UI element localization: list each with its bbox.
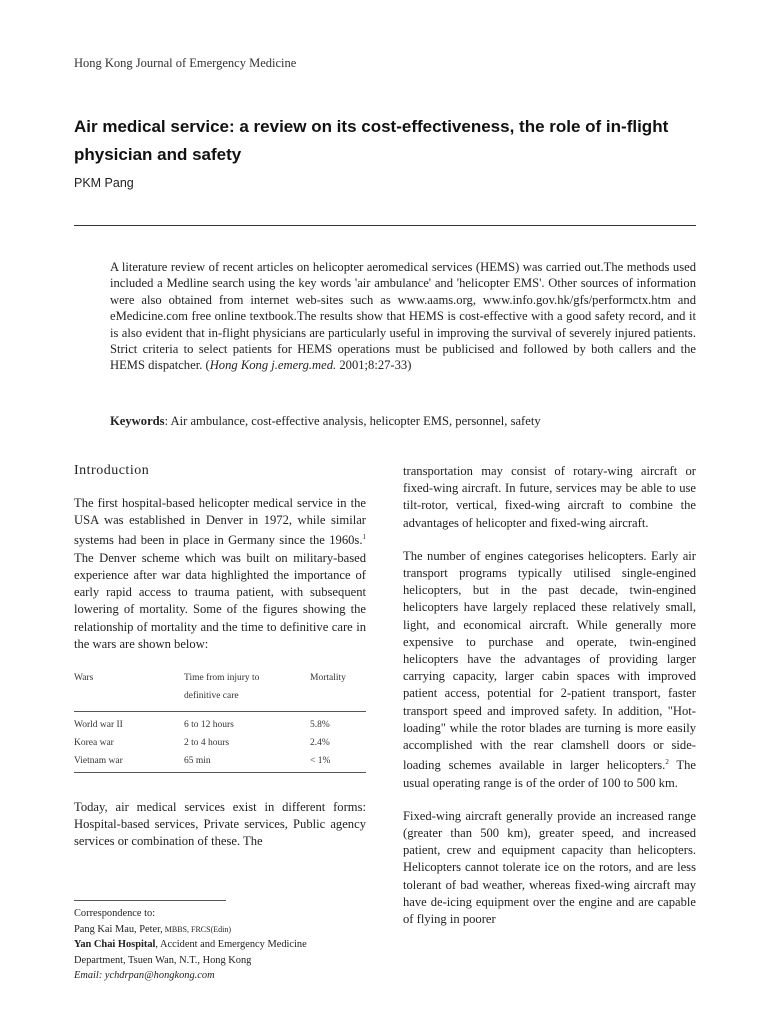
abstract-text: A literature review of recent articles on helicopter aeromedical services (HEMS) was carried out.The methods used included a Medline search using the key words 'air ambulance' and 'helicopter EMS'. Other sources of information were also obtained from internet web-sites such as www.aams.org, www.info.gov.hk/gfs/performctx.htm and eMedicine.com free online textbook.The results show that HEMS is cost-effective with a good safety record, and it is also evident that in-flight physicians are particularly useful in improving the survival of severely injured patients. Strict criteria to select patients for HEMS operations must be publicised and followed by both callers and the HEMS dispatcher. [110, 260, 696, 373]
correspondence-hospital-line [74, 937, 374, 953]
citation-details: 2001;8:27-33) [336, 358, 412, 373]
table-cell: World war II [74, 720, 123, 731]
correspondence-email-text: Email: ychdrpan@hongkong.com [74, 970, 215, 982]
table-row [74, 752, 366, 773]
correspondence-block [74, 906, 374, 984]
table-cell: 2 to 4 hours [184, 738, 230, 749]
journal-name: Hong Kong Journal of Emergency Medicine [74, 56, 297, 70]
body-p2-text-a: The number of engines categorises helicopters. Early air transport programs typically utilised single-engined helicopters, but in the past decade, twin-engined helicopters have largely replaced these relatively small, light, and economical aircraft. While generally more expensive to purchase and operate, twin-engined helicopters have the advantages of providing larger carrying capacity, larger cabin spaces with improved patient access, potential for 2-patient transport, faster transport speed and improved safety. In addition, "Hot-loading" while the rotor blades are turning is more easily accomplished with the rear clamshell doors or side-loading schemes available in larger helicopters. [403, 548, 696, 773]
table-cell: 2.4% [310, 738, 330, 749]
abstract: A literature review of recent articles on helicopter aeromedical services (HEMS) was carried out.The methods used included a Medline search using the key words 'air ambulance' and 'helicopter EMS'. Other sources of information were also obtained from internet web-sites such as www.aams.org, www.info.gov.hk/gfs/performctx.htm and eMedicine.com free online textbook.The results show that HEMS is cost-effective with a good safety record, and it is also evident that in-flight physicians are particularly useful in improving the survival of severely injured patients. Strict criteria to select patients for HEMS operations must be publicised and followed by both callers and the HEMS dispatcher. (Hong Kong j.emerg.med. 2001;8:27-33) [110, 260, 696, 373]
body-paragraph-2 [403, 548, 696, 792]
table-cell: < 1% [310, 752, 366, 773]
intro-p1-text-a: The first hospital-based helicopter medical service in the USA was established in Denver in 1972, while similar systems had been in place in Germany since the 1960s. [74, 496, 366, 548]
correspondence-name: Pang Kai Mau, Peter, [74, 923, 163, 935]
body-p2-text-b: The usual operating range is of the order of 100 to 500 km. [403, 758, 696, 790]
right-column [403, 463, 696, 944]
table-cell: Vietnam war [74, 752, 184, 773]
correspondence-hospital: Yan Chai Hospital [74, 939, 156, 951]
correspondence-label: Correspondence to: [74, 908, 156, 919]
intro-paragraph-2: Today, air medical services exist in different forms: Hospital-based services, Private services, Public agency services or combination of these. The [74, 800, 366, 849]
table-header-cell [184, 669, 310, 712]
table-row [74, 734, 366, 752]
citation-journal: Hong Kong j.emerg.med. [209, 358, 337, 373]
footnote-ref-2: 2 [665, 758, 669, 767]
author-name: PKM Pang [74, 176, 134, 190]
header-divider [74, 225, 696, 226]
correspondence-name-line [74, 922, 374, 938]
keywords [110, 413, 696, 429]
table-header-cell: Mortality [310, 669, 366, 712]
body-paragraph-1: transportation may consist of rotary-wing aircraft or fixed-wing aircraft. In future, services may be able to use tilt-rotor, vertical, fixed-wing aircraft to combine the advantages of helicopter and fixed-wing aircraft. [403, 464, 696, 530]
keywords-label: Keywords [110, 414, 165, 428]
keywords-text: : Air ambulance, cost-effective analysis, helicopter EMS, personnel, safety [164, 414, 541, 428]
table-header-row [74, 669, 366, 712]
table-header-cell: Wars [74, 669, 184, 712]
correspondence-email [74, 968, 374, 984]
table-cell: Korea war [74, 738, 114, 749]
table-header-time: Time from injury to definitive care [184, 673, 260, 702]
footnote-ref-1: 1 [362, 533, 366, 542]
table-row [74, 712, 366, 735]
table-cell: 5.8% [310, 720, 330, 731]
correspondence-address: Department, Tsuen Wan, N.T., Hong Kong [74, 954, 252, 966]
body-paragraph-3: Fixed-wing aircraft generally provide an increased range (greater than 500 km), greater speed, and increased patient, crew and equipment capacity than helicopters. Helicopters cannot tolerate ice on the rotors, and are less tolerant of bad weather, whereas fixed-wing aircraft may have de-icing equipment over the engine and are capable of flying in poorer [403, 808, 696, 927]
correspondence-department: , Accident and Emergency Medicine [155, 939, 307, 951]
war-mortality-table [74, 669, 366, 773]
article-title: Air medical service: a review on its cost-effectiveness, the role of in-flight physician and safety [74, 117, 669, 164]
table-cell: 65 min [184, 752, 310, 773]
correspondence-divider [74, 900, 226, 901]
left-column [74, 463, 366, 867]
introduction-heading: Introduction [74, 463, 150, 478]
intro-p1-text-b: The Denver scheme which was built on military-based experience after war data highlighted the importance of early rapid access to trauma patient, with subsequent lowering of mortality. Some of the figures showing the relationship of mortality and the time to definitive care in the wars are shown below: [74, 550, 366, 651]
table-cell: 6 to 12 hours [184, 720, 234, 731]
intro-paragraph-1 [74, 495, 366, 653]
correspondence-degrees: MBBS, FRCS(Edin) [162, 924, 232, 934]
